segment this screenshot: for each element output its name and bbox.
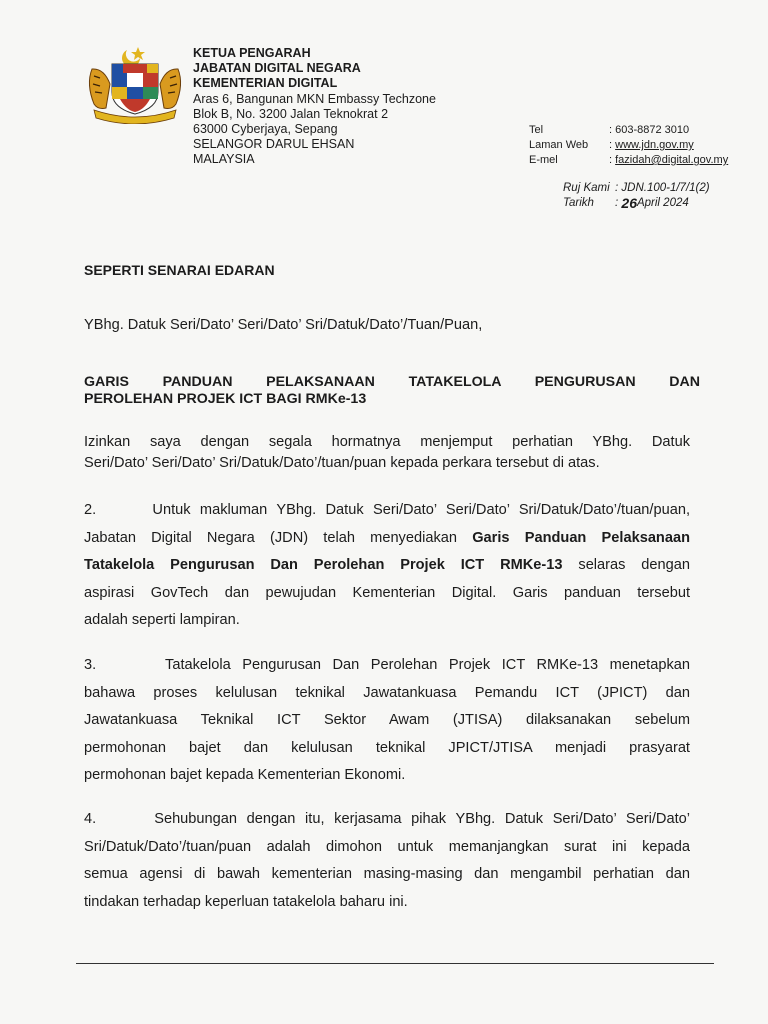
text-line: Izinkan saya dengan segala hormatnya menjemput perhatian YBhg. Datuk [84,434,690,450]
date-rest: April 2024 [636,196,689,209]
email-label: E-mel [529,154,558,166]
subject-heading [84,374,700,408]
text-line: semua agensi di bawah kementerian masing-masing dan mengambil perhatian dan [84,866,690,882]
date-sep: : [615,196,619,209]
coat-of-arms-icon [80,44,190,124]
text-line: 2. Untuk makluman YBhg. Datuk Seri/Dato’ Seri/Dato’ Sri/Datuk/Dato’/tuan/puan, [84,502,690,518]
website-link[interactable]: www.jdn.gov.my [615,139,694,151]
text-line: aspirasi GovTech dan pewujudan Kementerian Digital. Garis panduan tersebut [84,584,690,601]
tel-label: Tel [529,124,544,136]
address-line: Aras 6, Bangunan MKN Embassy Techzone [193,91,436,106]
sender-title: KETUA PENGARAH [193,46,311,60]
bold-run: Garis Panduan Pelaksanaan [472,529,690,546]
sender-block [193,46,436,168]
ref-label: Ruj Kami [563,182,610,194]
text-line: 4. Sehubungan dengan itu, kerjasama pihak YBhg. Datuk Seri/Dato’ Seri/Dato’ [84,811,690,827]
bold-run: Tatakelola Pengurusan Dan Perolehan Projek ICT RMKe-13 [84,557,563,573]
date-label: Tarikh [563,196,594,209]
text-line: permohonan bajet dan kelulusan teknikal JPICT/JTISA menjadi prasyarat [84,739,690,756]
sender-ministry: KEMENTERIAN DIGITAL [193,76,338,91]
address-line: MALAYSIA [193,152,255,167]
email-link[interactable]: fazidah@digital.gov.my [615,154,729,166]
text-line [84,552,690,580]
recipient-heading: SEPERTI SENARAI EDARAN [84,262,275,278]
text-line [84,525,690,553]
paragraph-2 [84,497,690,635]
date-day: 26 [621,194,637,211]
text-line: bahawa proses kelulusan teknikal Jawatankuasa Pemandu ICT (JPICT) dan [84,684,690,701]
paragraph-4 [84,806,690,916]
address-line: Blok B, No. 3200 Jalan Teknokrat 2 [193,106,389,121]
paragraph-3 [84,652,690,790]
web-sep: : [609,139,616,151]
sender-department: JABATAN DIGITAL NEGARA [193,61,361,76]
text-line: Sri/Datuk/Dato’/tuan/puan adalah dimohon untuk memanjangkan surat ini kepada [84,838,690,855]
tel-row [529,123,728,138]
text-line: Seri/Dato’ Seri/Dato’ Sri/Datuk/Dato’/tuan/puan kepada perkara tersebut di atas. [84,455,600,471]
paragraph-1 [84,432,690,474]
subject-line: GARIS PANDUAN PELAKSANAAN TATAKELOLA PENGURUSAN DAN [84,374,700,390]
text-line: adalah seperti lampiran. [84,612,240,628]
footer-divider [76,963,714,964]
text-line: permohonan bajet kepada Kementerian Ekonomi. [84,767,406,783]
text-line: tindakan terhadap keperluan tatakelola baharu ini. [84,893,408,910]
salutation: YBhg. Datuk Seri/Dato’ Seri/Dato’ Sri/Datuk/Dato’/Tuan/Puan, [84,317,483,333]
email-sep: : [609,154,616,166]
ref-value: : JDN.100-1/7/1(2) [615,182,710,194]
web-row [529,138,728,153]
address-line: SELANGOR DARUL EHSAN [193,137,355,152]
text-line: 3. Tatakelola Pengurusan Dan Perolehan Projek ICT RMKe-13 menetapkan [84,657,690,673]
text-line: Jawatankuasa Teknikal ICT Sektor Awam (JTISA) dilaksanakan sebelum [84,712,690,728]
web-label: Laman Web [529,139,589,151]
contact-block [529,123,728,168]
email-row [529,153,728,168]
address-line: 63000 Cyberjaya, Sepang [193,122,338,137]
tel-value: : 603-8872 3010 [609,124,690,136]
reference-block [563,181,710,210]
text-run: Jabatan Digital Negara (JDN) telah menyediakan [84,529,473,546]
subject-line: PEROLEHAN PROJEK ICT BAGI RMKe-13 [84,391,367,407]
text-run: selaras dengan [562,557,691,573]
